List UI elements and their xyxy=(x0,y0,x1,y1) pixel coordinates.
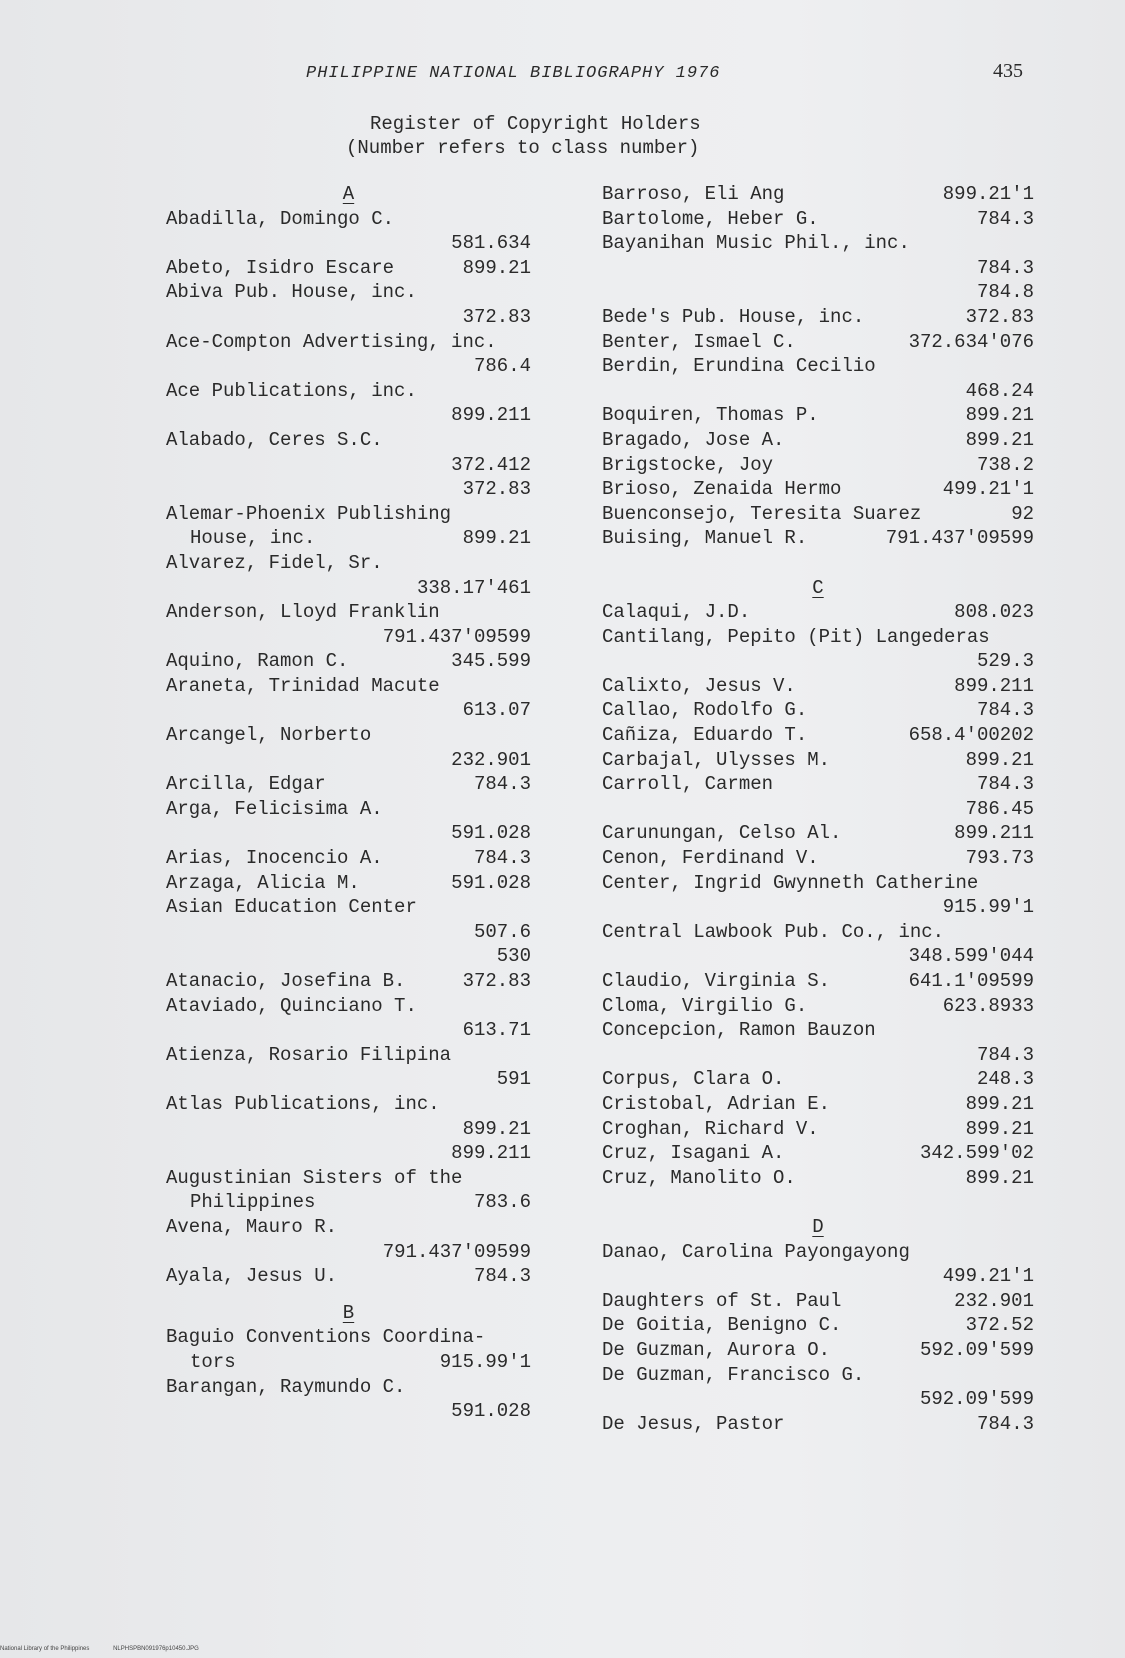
register-entry xyxy=(166,1240,531,1265)
register-entry xyxy=(602,1363,1034,1388)
holder-name: Bayanihan Music Phil., inc. xyxy=(602,232,910,255)
holder-name: Barroso, Eli Ang xyxy=(602,183,785,205)
holder-name: De Goitia, Benigno C. xyxy=(602,1314,842,1337)
class-number: 530 xyxy=(496,945,531,968)
register-entry xyxy=(602,649,1034,674)
register-entry xyxy=(602,1067,1034,1092)
letter-heading-text: B xyxy=(342,1301,355,1324)
register-entry xyxy=(166,1399,531,1424)
register-entry xyxy=(602,895,1034,920)
register-entry xyxy=(602,1338,1034,1363)
holder-name: Alvarez, Fidel, Sr. xyxy=(166,551,383,574)
holder-name: Alemar-Phoenix Publishing xyxy=(166,502,452,525)
register-entry xyxy=(166,280,531,305)
holder-name: Anderson, Lloyd Franklin xyxy=(166,601,440,624)
class-number: 372.83 xyxy=(462,305,531,328)
holder-name: De Guzman, Francisco G. xyxy=(602,1363,865,1386)
holder-name: Benter, Ismael C. xyxy=(602,330,796,353)
class-number: 899.21 xyxy=(462,256,531,279)
holder-name: Arcilla, Edgar xyxy=(166,773,326,796)
register-entry xyxy=(602,969,1034,994)
holder-name: Buising, Manuel R. xyxy=(602,527,808,550)
page-number: 435 xyxy=(993,60,1023,82)
register-entry xyxy=(602,1313,1034,1338)
class-number: 784.3 xyxy=(976,699,1034,722)
class-number: 899.21 xyxy=(965,428,1034,451)
holder-name: Daughters of St. Paul xyxy=(602,1289,842,1312)
holder-name: Brigstocke, Joy xyxy=(602,453,774,476)
spacer xyxy=(166,1289,531,1301)
class-number: 784.3 xyxy=(976,1043,1034,1066)
class-number: 899.21 xyxy=(965,748,1034,771)
class-number: 786.4 xyxy=(473,355,531,378)
register-entry xyxy=(166,502,531,527)
class-number: 899.21 xyxy=(965,1166,1034,1189)
class-number: 808.023 xyxy=(954,601,1034,624)
holder-name: Cristobal, Adrian E. xyxy=(602,1092,831,1115)
register-entry xyxy=(166,944,531,969)
register-entry xyxy=(602,1043,1034,1068)
class-number: 92 xyxy=(1011,502,1034,525)
holder-name: Carroll, Carmen xyxy=(602,773,774,796)
register-entry xyxy=(166,994,531,1019)
register-entry xyxy=(602,772,1034,797)
class-number: 899.21 xyxy=(462,527,531,550)
holder-name: Berdin, Erundina Cecilio xyxy=(602,355,876,378)
register-entry xyxy=(166,305,531,330)
class-number: 591 xyxy=(496,1068,531,1091)
class-number: 899.21 xyxy=(965,1117,1034,1140)
holder-name: Cruz, Isagani A. xyxy=(602,1142,785,1165)
holder-name: Abiva Pub. House, inc. xyxy=(166,281,417,304)
register-entry xyxy=(166,748,531,773)
class-number: 783.6 xyxy=(473,1191,531,1214)
holder-name: Carbajal, Ulysses M. xyxy=(602,748,831,771)
footer-filename: NLPHSPBN091976p10450.JPG xyxy=(113,1646,199,1652)
holder-name: Croghan, Richard V. xyxy=(602,1117,819,1140)
spacer xyxy=(602,551,1034,576)
register-entry xyxy=(602,674,1034,699)
holder-name: Arzaga, Alicia M. xyxy=(166,871,360,894)
holder-name: Aquino, Ramon C. xyxy=(166,650,349,673)
register-entry xyxy=(602,944,1034,969)
spacer xyxy=(602,1190,1034,1215)
class-number: 338.17'461 xyxy=(416,576,531,599)
holder-name: Atienza, Rosario Filipina xyxy=(166,1043,452,1066)
class-number: 592.09'599 xyxy=(919,1388,1034,1411)
class-number: 793.73 xyxy=(965,847,1034,870)
holder-name: Arias, Inocencio A. xyxy=(166,847,383,870)
register-entry xyxy=(166,1067,531,1092)
holder-name: Cantilang, Pepito (Pit) Langederas xyxy=(602,625,990,648)
register-entry xyxy=(166,895,531,920)
register-entry xyxy=(166,256,531,281)
holder-name: Cenon, Ferdinand V. xyxy=(602,847,819,870)
register-entry xyxy=(602,330,1034,355)
letter-heading-text: A xyxy=(342,183,355,205)
page-header xyxy=(0,60,1125,92)
holder-name: Arcangel, Norberto xyxy=(166,724,372,747)
register-entry xyxy=(602,698,1034,723)
class-number: 899.21 xyxy=(965,1092,1034,1115)
register-entry xyxy=(602,846,1034,871)
register-entry xyxy=(166,551,531,576)
register-entry xyxy=(166,477,531,502)
register-entry xyxy=(602,1264,1034,1289)
class-number: 784.3 xyxy=(473,847,531,870)
holder-name: Ace Publications, inc. xyxy=(166,379,417,402)
register-entry xyxy=(166,772,531,797)
holder-name: Calixto, Jesus V. xyxy=(602,674,796,697)
class-number: 372.83 xyxy=(965,305,1034,328)
register-entry xyxy=(602,428,1034,453)
register-entry xyxy=(602,1289,1034,1314)
register-entry xyxy=(602,231,1034,256)
class-number: 784.3 xyxy=(473,1265,531,1288)
register-entry xyxy=(166,354,531,379)
register-entry xyxy=(602,379,1034,404)
holder-name: Abadilla, Domingo C. xyxy=(166,207,395,230)
class-number: 915.99'1 xyxy=(942,896,1034,919)
register-entry xyxy=(166,1166,531,1191)
register-entry xyxy=(166,1141,531,1166)
register-entry xyxy=(602,256,1034,281)
class-number: 784.3 xyxy=(976,256,1034,279)
class-number: 899.211 xyxy=(451,1142,531,1165)
class-number: 581.634 xyxy=(451,232,531,255)
register-entry xyxy=(602,182,1034,207)
class-number: 784.3 xyxy=(976,207,1034,230)
class-number: 372.52 xyxy=(965,1314,1034,1337)
class-number: 468.24 xyxy=(965,379,1034,402)
register-entry xyxy=(602,1141,1034,1166)
class-number: 899.21 xyxy=(462,1117,531,1140)
register-entry xyxy=(166,428,531,453)
holder-name: Philippines xyxy=(190,1191,316,1214)
letter-heading-text: D xyxy=(812,1215,824,1238)
register-entry xyxy=(602,1018,1034,1043)
class-number: 507.6 xyxy=(473,920,531,943)
register-entry xyxy=(166,797,531,822)
holder-name: Abeto, Isidro Escare xyxy=(166,256,395,279)
holder-name: Corpus, Clara O. xyxy=(602,1068,785,1091)
class-number: 592.09'599 xyxy=(919,1338,1034,1361)
register-entry xyxy=(602,1240,1034,1265)
register-entry xyxy=(166,1264,531,1289)
holder-name: Arga, Felicisima A. xyxy=(166,797,383,820)
register-entry xyxy=(166,1018,531,1043)
register-entry xyxy=(166,920,531,945)
holder-name: Asian Education Center xyxy=(166,896,417,919)
holder-name: Cruz, Manolito O. xyxy=(602,1166,796,1189)
register-entry xyxy=(166,1117,531,1142)
holder-name: Concepcion, Ramon Bauzon xyxy=(602,1019,876,1042)
register-entry xyxy=(166,1350,531,1375)
register-entry xyxy=(166,600,531,625)
holder-name: Atanacio, Josefina B. xyxy=(166,970,406,992)
left-column xyxy=(166,182,531,1424)
register-entry xyxy=(602,280,1034,305)
class-number: 784.8 xyxy=(976,281,1034,304)
register-entry xyxy=(166,526,531,551)
register-entry xyxy=(602,748,1034,773)
holder-name: De Guzman, Aurora O. xyxy=(602,1338,831,1361)
class-number: 345.599 xyxy=(451,650,531,673)
register-entry xyxy=(602,821,1034,846)
register-entry xyxy=(602,477,1034,502)
register-entry xyxy=(602,994,1034,1019)
holder-name: Cloma, Virgilio G. xyxy=(602,994,808,1017)
holder-name: Bede's Pub. House, inc. xyxy=(602,305,865,328)
register-entry xyxy=(166,379,531,404)
register-entry xyxy=(166,723,531,748)
register-entry xyxy=(602,797,1034,822)
section-title: Register of Copyright Holders xyxy=(370,113,701,135)
register-entry xyxy=(166,1375,531,1400)
register-entry xyxy=(166,871,531,896)
register-entry xyxy=(602,600,1034,625)
class-number: 784.3 xyxy=(473,773,531,796)
class-number: 348.599'044 xyxy=(908,945,1034,968)
holder-name: Ataviado, Quinciano T. xyxy=(166,994,417,1017)
class-number: 499.21'1 xyxy=(942,1265,1034,1288)
class-number: 613.07 xyxy=(462,699,531,722)
register-entry xyxy=(166,625,531,650)
letter-heading xyxy=(602,576,1034,601)
class-number: 232.901 xyxy=(954,1289,1034,1312)
class-number: 613.71 xyxy=(462,1019,531,1042)
register-entry xyxy=(166,649,531,674)
holder-name: Cañiza, Eduardo T. xyxy=(602,724,808,747)
class-number: 658.4'00202 xyxy=(908,724,1034,747)
class-number: 372.634'076 xyxy=(908,330,1034,353)
class-number: 791.437'09599 xyxy=(382,625,531,648)
register-entry xyxy=(602,207,1034,232)
register-entry xyxy=(602,354,1034,379)
class-number: 899.211 xyxy=(954,822,1034,845)
register-entry xyxy=(166,674,531,699)
class-number: 232.901 xyxy=(451,748,531,771)
class-number: 623.8933 xyxy=(942,994,1034,1017)
register-entry xyxy=(166,698,531,723)
class-number: 791.437'09599 xyxy=(885,527,1034,550)
holder-name: Carunungan, Celso Al. xyxy=(602,822,842,845)
register-entry xyxy=(166,821,531,846)
class-number: 899.211 xyxy=(451,404,531,427)
holder-name: Danao, Carolina Payongayong xyxy=(602,1240,910,1263)
class-number: 899.21'1 xyxy=(942,183,1034,205)
holder-name: Bartolome, Heber G. xyxy=(602,207,819,230)
register-entry xyxy=(602,1166,1034,1191)
class-number: 342.599'02 xyxy=(919,1142,1034,1165)
holder-name: Alabado, Ceres S.C. xyxy=(166,428,383,451)
register-entry xyxy=(166,403,531,428)
register-entry xyxy=(166,1092,531,1117)
holder-name: Calaqui, J.D. xyxy=(602,601,751,624)
holder-name: Callao, Rodolfo G. xyxy=(602,699,808,722)
holder-name: Augustinian Sisters of the xyxy=(166,1166,463,1189)
register-entry xyxy=(602,305,1034,330)
letter-heading-text: C xyxy=(812,576,824,599)
letter-heading xyxy=(602,1215,1034,1240)
letter-heading xyxy=(166,182,531,207)
register-entry xyxy=(166,576,531,601)
running-title: PHILIPPINE NATIONAL BIBLIOGRAPHY 1976 xyxy=(306,64,721,83)
register-entry xyxy=(166,453,531,478)
holder-name: Ace-Compton Advertising, inc. xyxy=(166,330,497,353)
class-number: 248.3 xyxy=(976,1068,1034,1091)
class-number: 899.21 xyxy=(965,404,1034,427)
class-number: 591.028 xyxy=(451,871,531,894)
class-number: 499.21'1 xyxy=(942,478,1034,501)
class-number: 786.45 xyxy=(965,797,1034,820)
holder-name: Center, Ingrid Gwynneth Catherine xyxy=(602,871,979,894)
class-number: 372.412 xyxy=(451,453,531,476)
register-entry xyxy=(602,1387,1034,1412)
holder-name: De Jesus, Pastor xyxy=(602,1412,785,1435)
right-column xyxy=(602,182,1034,1436)
section-note: (Number refers to class number) xyxy=(346,137,700,159)
class-number: 641.1'09599 xyxy=(908,970,1034,992)
register-entry xyxy=(602,723,1034,748)
holder-name: Atlas Publications, inc. xyxy=(166,1092,440,1115)
holder-name: Buenconsejo, Teresita Suarez xyxy=(602,502,922,525)
register-entry xyxy=(602,1092,1034,1117)
holder-name: Bragado, Jose A. xyxy=(602,428,785,451)
holder-name: Brioso, Zenaida Hermo xyxy=(602,478,842,501)
register-entry xyxy=(166,1325,531,1350)
register-entry xyxy=(602,502,1034,527)
holder-name: Ayala, Jesus U. xyxy=(166,1265,338,1288)
register-entry xyxy=(602,871,1034,896)
holder-name: Araneta, Trinidad Macute xyxy=(166,674,440,697)
scan-footer xyxy=(0,1646,221,1652)
register-entry xyxy=(602,1117,1034,1142)
holder-name: tors xyxy=(190,1350,236,1373)
class-number: 791.437'09599 xyxy=(382,1240,531,1263)
holder-name: House, inc. xyxy=(190,527,316,550)
letter-heading xyxy=(166,1301,531,1326)
holder-name: Barangan, Raymundo C. xyxy=(166,1375,406,1398)
class-number: 784.3 xyxy=(976,773,1034,796)
register-entry xyxy=(166,1190,531,1215)
class-number: 899.211 xyxy=(954,674,1034,697)
register-entry xyxy=(602,625,1034,650)
class-number: 784.3 xyxy=(976,1412,1034,1435)
class-number: 591.028 xyxy=(451,822,531,845)
class-number: 915.99'1 xyxy=(439,1350,531,1373)
register-entry xyxy=(602,1412,1034,1437)
register-entry xyxy=(166,330,531,355)
class-number: 738.2 xyxy=(976,453,1034,476)
register-entry xyxy=(166,846,531,871)
register-entry xyxy=(602,526,1034,551)
holder-name: Baguio Conventions Coordina- xyxy=(166,1326,486,1349)
class-number: 372.83 xyxy=(462,478,531,501)
register-entry xyxy=(166,231,531,256)
holder-name: Claudio, Virginia S. xyxy=(602,970,831,992)
register-entry xyxy=(166,969,531,994)
register-entry xyxy=(166,1215,531,1240)
class-number: 591.028 xyxy=(451,1400,531,1423)
register-entry xyxy=(166,207,531,232)
register-entry xyxy=(602,453,1034,478)
register-entry xyxy=(602,920,1034,945)
class-number: 529.3 xyxy=(976,650,1034,673)
holder-name: Avena, Mauro R. xyxy=(166,1215,338,1238)
register-entry xyxy=(602,403,1034,428)
holder-name: Central Lawbook Pub. Co., inc. xyxy=(602,920,945,943)
class-number: 372.83 xyxy=(462,970,531,992)
register-entry xyxy=(166,1043,531,1068)
footer-source: National Library of the Philippines xyxy=(0,1646,90,1652)
holder-name: Boquiren, Thomas P. xyxy=(602,404,819,427)
